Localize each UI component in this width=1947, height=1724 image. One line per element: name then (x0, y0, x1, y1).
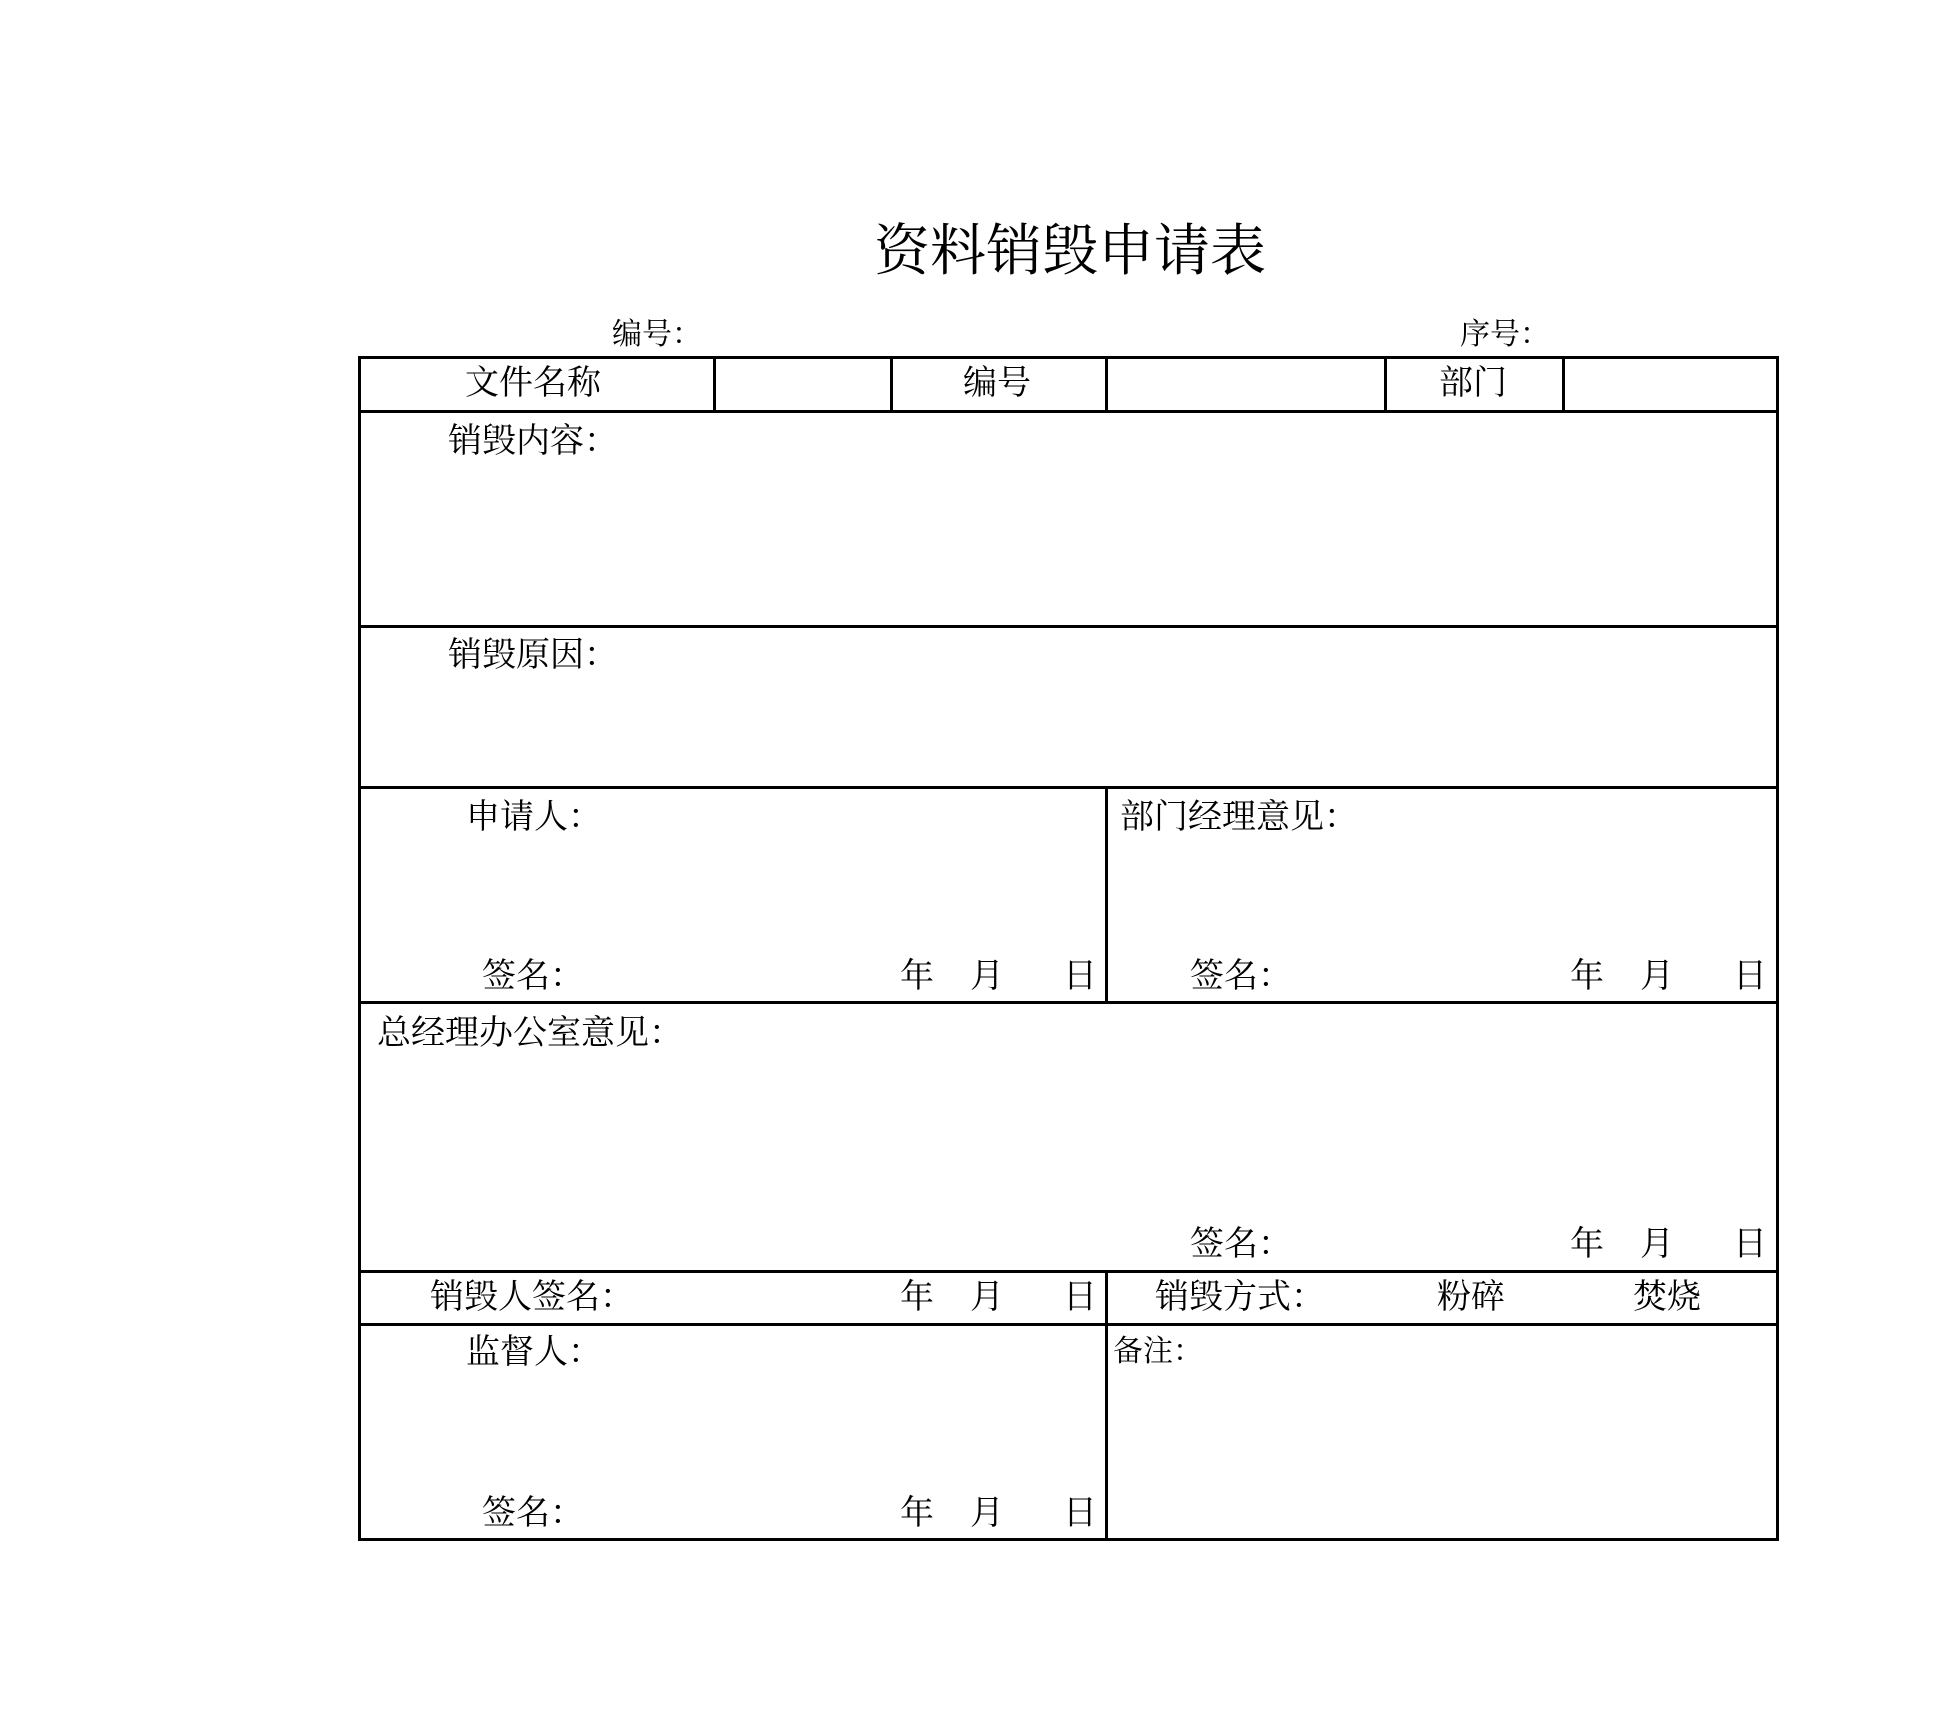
row-divider-2 (358, 625, 1779, 628)
header-divider-4 (1384, 356, 1387, 413)
applicant-day-label: 日 (1063, 956, 1097, 996)
gm-office-year-label: 年 (1570, 1224, 1604, 1264)
table-border-right (1776, 356, 1779, 1541)
row-divider-1 (358, 410, 1779, 413)
dept-manager-year-label: 年 (1570, 956, 1604, 996)
table-border-bottom (358, 1538, 1779, 1541)
number-field[interactable] (1108, 359, 1384, 410)
row-divider-5 (358, 1270, 1779, 1273)
reason-label: 销毁原因： (448, 635, 618, 675)
page-title: 资料销毁申请表 (874, 219, 1266, 284)
number-header: 编号 (963, 363, 1031, 403)
applicant-label: 申请人： (466, 797, 602, 837)
gm-office-day-label: 日 (1733, 1224, 1767, 1264)
destroyer-year-label: 年 (900, 1277, 934, 1317)
remarks-field[interactable] (1108, 1380, 1776, 1538)
supervisor-label: 监督人： (466, 1332, 602, 1372)
supervisor-year-label: 年 (900, 1493, 934, 1533)
row-divider-3 (358, 786, 1779, 789)
destroyer-month-label: 月 (970, 1277, 1004, 1317)
method-option-burn[interactable]: 焚烧 (1633, 1277, 1701, 1317)
gm-office-month-label: 月 (1640, 1224, 1674, 1264)
department-field[interactable] (1565, 359, 1776, 410)
applicant-month-label: 月 (970, 956, 1004, 996)
file-name-field[interactable] (716, 359, 890, 410)
destroyer-signature-label: 销毁人签名： (430, 1277, 634, 1317)
dept-manager-label: 部门经理意见： (1120, 797, 1358, 837)
content-field[interactable] (361, 470, 1776, 625)
supervisor-signature-label: 签名： (482, 1493, 584, 1533)
dept-manager-month-label: 月 (1640, 956, 1674, 996)
applicant-signature-label: 签名： (482, 956, 584, 996)
applicant-year-label: 年 (900, 956, 934, 996)
supervisor-month-label: 月 (970, 1493, 1004, 1533)
supervisor-day-label: 日 (1063, 1493, 1097, 1533)
method-option-shred[interactable]: 粉碎 (1437, 1277, 1505, 1317)
serial-label: 序号： (1460, 317, 1550, 352)
dept-manager-signature-label: 签名： (1190, 956, 1292, 996)
gm-office-field[interactable] (361, 1060, 1776, 1220)
method-label: 销毁方式： (1155, 1277, 1325, 1317)
row-divider-4 (358, 1001, 1779, 1004)
reason-field[interactable] (361, 684, 1776, 786)
header-divider-2 (890, 356, 893, 413)
approval-divider (1105, 786, 1108, 1004)
dept-manager-day-label: 日 (1733, 956, 1767, 996)
row-divider-6 (358, 1323, 1779, 1326)
destroyer-day-label: 日 (1063, 1277, 1097, 1317)
gm-office-label: 总经理办公室意见： (377, 1013, 683, 1053)
doc-no-label: 编号： (612, 317, 702, 352)
remarks-label: 备注： (1113, 1334, 1203, 1369)
gm-office-signature-label: 签名： (1190, 1224, 1292, 1264)
department-header: 部门 (1439, 363, 1507, 403)
content-label: 销毁内容： (448, 421, 618, 461)
file-name-header: 文件名称 (465, 363, 601, 403)
